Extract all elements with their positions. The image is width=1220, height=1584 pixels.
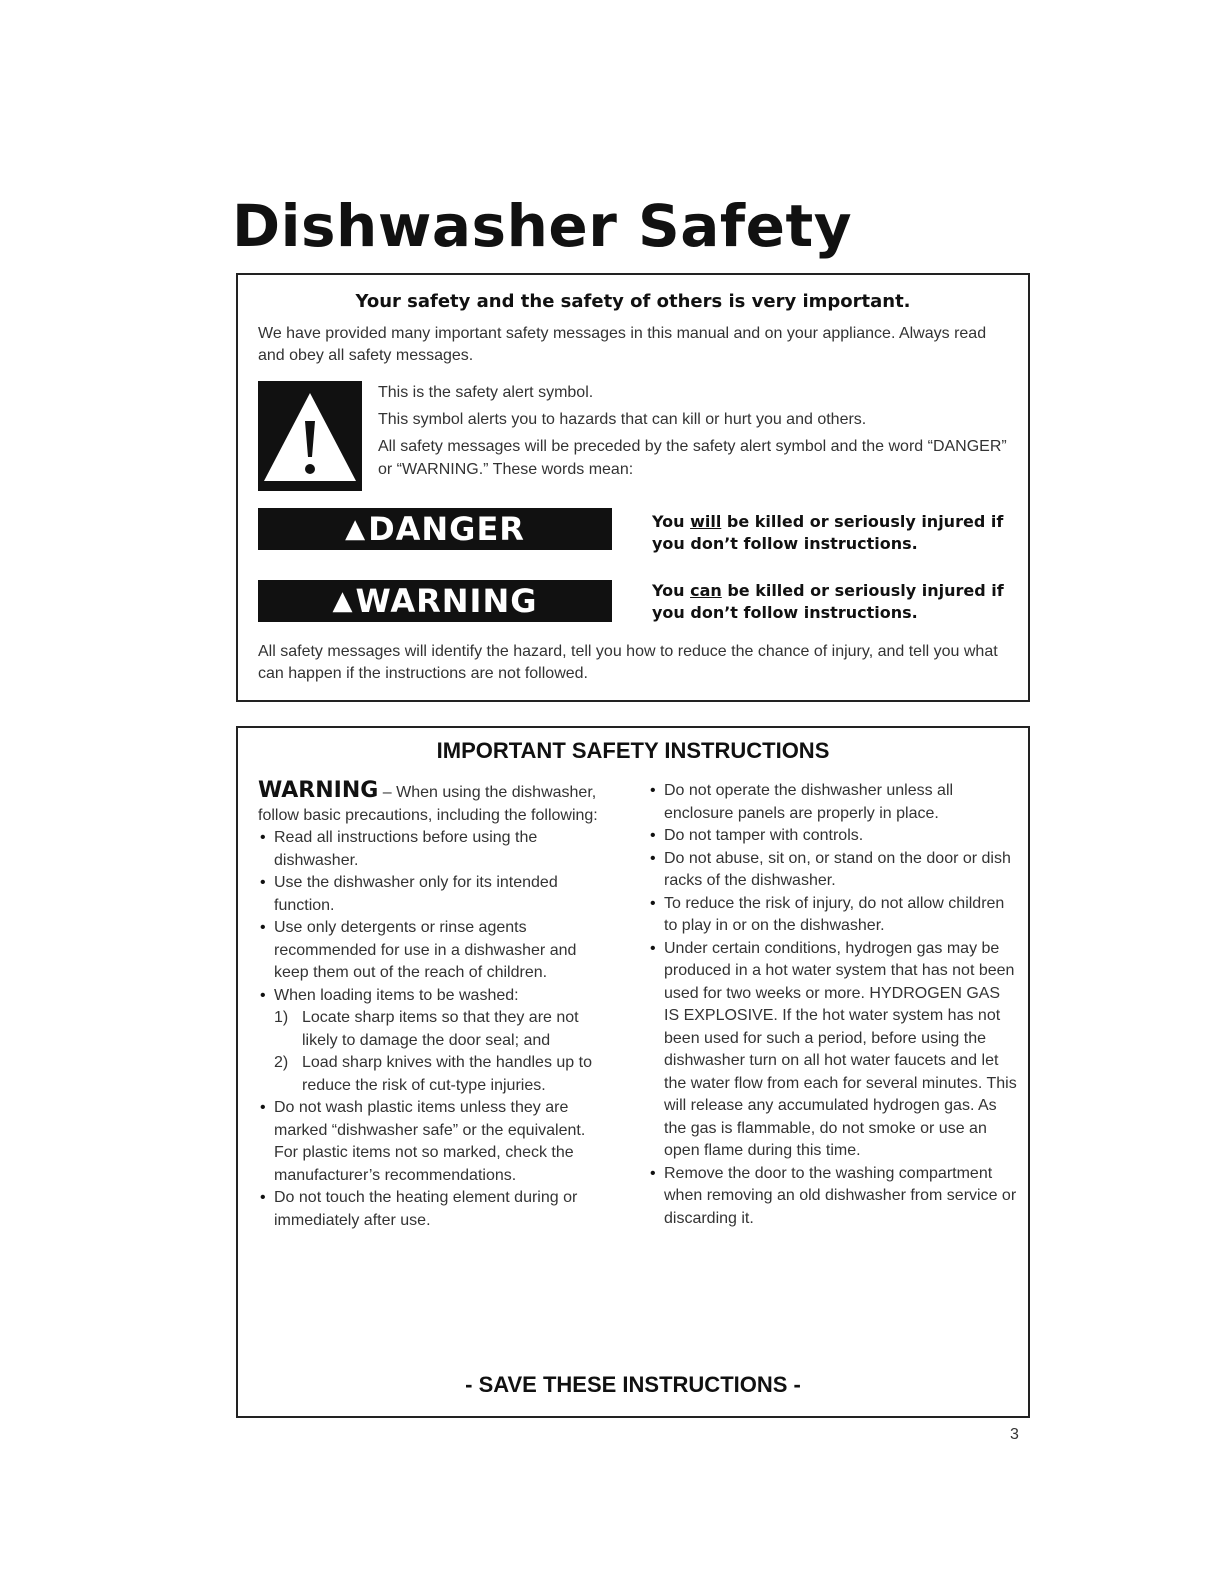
intro-outro: All safety messages will identify the hazard, tell you how to reduce the chance of injury, and tell you what can happen if the instructions are not followed. <box>258 643 998 682</box>
sub-item-text: Load sharp knives with the handles up to reduce the risk of cut-type injuries. <box>302 1054 592 1094</box>
list-item: • Do not wash plastic items unless they are marked “dishwasher safe” or the equivalent. For plastic items not so marked, check the manufacturer’s recommendations. <box>258 1097 608 1187</box>
list-item: • Use the dishwasher only for its intended function. <box>258 872 608 917</box>
alert-line: This symbol alerts you to hazards that can kill or hurt you and others. <box>378 411 867 428</box>
warning-lead: WARNING <box>258 778 379 803</box>
danger-text-pre: You <box>652 512 691 531</box>
danger-label: DANGER <box>368 510 525 548</box>
warning-intro <box>258 780 608 827</box>
list-item: • Read all instructions before using the dishwasher. <box>258 827 608 872</box>
save-instructions-footer: - SAVE THESE INSTRUCTIONS - <box>465 1372 801 1397</box>
alert-symbol-description <box>378 381 1018 485</box>
important-safety-instructions-box <box>236 726 1030 1418</box>
warning-label: WARNING <box>355 582 538 620</box>
warning-meaning <box>652 580 1022 624</box>
sub-list-item <box>258 1007 608 1052</box>
list-item: • Do not touch the heating element during or immediately after use. <box>258 1187 608 1232</box>
list-item: • Use only detergents or rinse agents recommended for use in a dishwasher and keep them out of the reach of children. <box>258 917 608 985</box>
safety-alert-icon <box>258 381 362 491</box>
alert-line: This is the safety alert symbol. <box>378 384 594 401</box>
list-item: • Do not operate the dishwasher unless all enclosure panels are properly in place. <box>648 780 1018 825</box>
warning-text-emphasis: can <box>690 581 722 600</box>
warning-intro-text: – When using the dishwasher, follow basic precautions, including the following: <box>258 784 598 824</box>
intro-heading: Your safety and the safety of others is very important. <box>355 291 911 312</box>
danger-signal-word <box>258 508 612 550</box>
danger-text-post: be killed or seriously injured if you don’t follow instructions. <box>652 512 1004 553</box>
sub-list-item <box>258 1052 608 1097</box>
list-item: • Remove the door to the washing compartment when removing an old dishwasher from service or discarding it. <box>648 1163 1018 1231</box>
safety-intro-box <box>236 273 1030 702</box>
danger-text-emphasis: will <box>690 512 722 531</box>
list-item: • Under certain conditions, hydrogen gas may be produced in a hot water system that has not been used for two weeks or more. HYDROGEN GAS IS EXPLOSIVE. If the hot water system has not been used for such a period, before using the dishwasher turn on all hot water faucets and let the water flow from each for several minutes. This will release any accumulated hydrogen gas. As the gas is flammable, do not smoke or use an open flame during this time. <box>648 938 1018 1163</box>
warning-signal-word <box>258 580 612 622</box>
sub-item-text: Locate sharp items so that they are not likely to damage the door seal; and <box>302 1009 579 1049</box>
alert-line: All safety messages will be preceded by the safety alert symbol and the word “DANGER” or “WARNING.” These words mean: <box>378 438 1007 478</box>
warning-triangle-icon: ▲ <box>345 514 367 544</box>
list-item: • To reduce the risk of injury, do not allow children to play in or on the dishwasher. <box>648 893 1018 938</box>
list-item: • When loading items to be washed: <box>258 985 608 1008</box>
instructions-left-column <box>258 780 608 1232</box>
list-item: • Do not tamper with controls. <box>648 825 1018 848</box>
warning-text-pre: You <box>652 581 691 600</box>
page-title: Dishwasher Safety <box>232 192 853 260</box>
danger-meaning <box>652 511 1022 555</box>
sub-item-number: 2) <box>274 1054 289 1071</box>
instructions-right-column <box>648 780 1018 1230</box>
sub-item-number: 1) <box>274 1009 289 1026</box>
intro-body: We have provided many important safety messages in this manual and on your appliance. Always read and obey all safety messages. <box>258 325 987 364</box>
instructions-heading: IMPORTANT SAFETY INSTRUCTIONS <box>436 738 830 763</box>
warning-text-post: be killed or seriously injured if you don’t follow instructions. <box>652 581 1004 622</box>
list-item: • Do not abuse, sit on, or stand on the door or dish racks of the dishwasher. <box>648 848 1018 893</box>
warning-triangle-icon: ▲ <box>332 586 354 616</box>
page-number: 3 <box>1010 1426 1019 1443</box>
